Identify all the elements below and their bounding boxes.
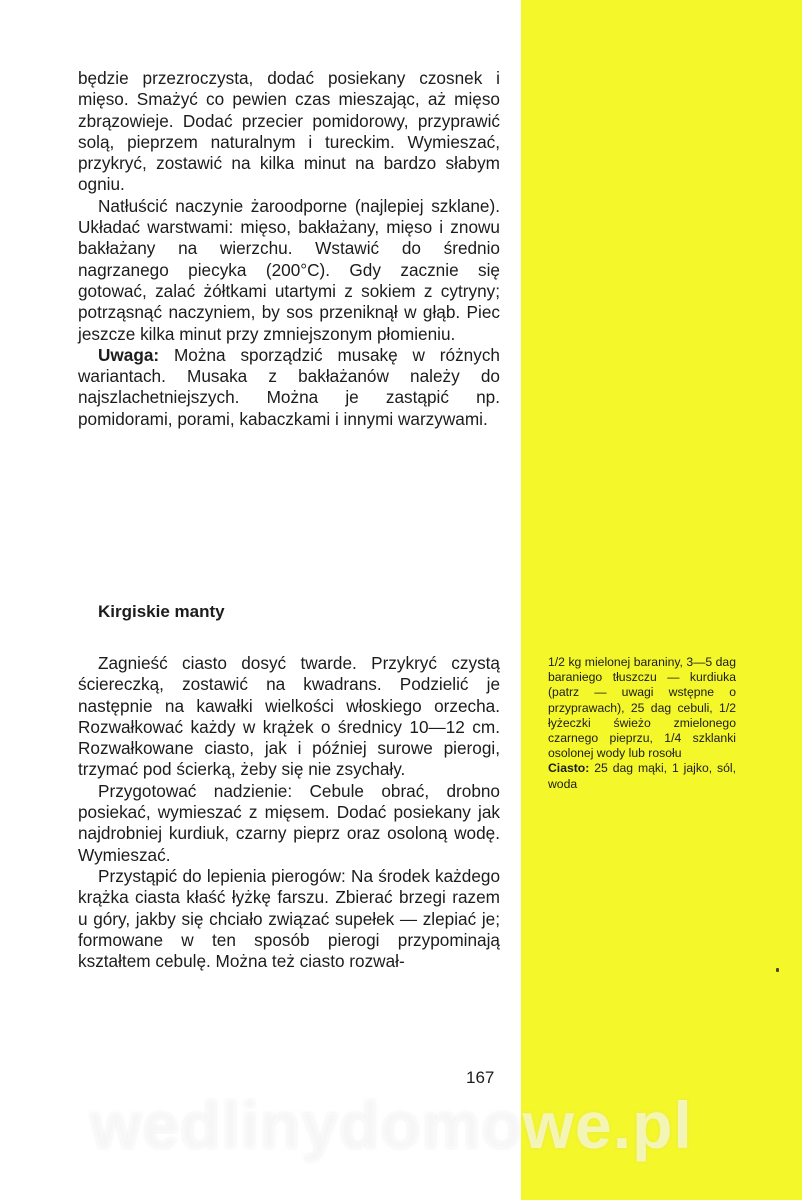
ingredients-text: 1/2 kg mielonej baraniny, 3—5 dag baraniego tłuszczu — kurdiuka (patrz — uwagi wstępne o przyprawach), 25 dag cebuli, 1/2 łyżeczki świeżo zmielonego czarnego pieprzu, 1/4 szklanki osolonej wody lub rosołu	[548, 655, 736, 761]
intro-paragraph-1: będzie przezroczysta, dodać posiekany czosnek i mięso. Smażyć co pewien czas mieszając, aż mięso zbrązowieje. Dodać przecier pomidorowy, przyprawić solą, pieprzem naturalnym i tureckim. Wymieszać, przykryć, zostawić na kilka minut na bardzo słabym ogniu.	[78, 68, 500, 195]
recipe-paragraph-3: Przystąpić do lepienia pierogów: Na środek każdego krążka ciasta kłaść łyżkę farszu. Zbierać brzegi razem u góry, jakby się chciało związać supełek — zlepiać je; formowane w ten sposób pierogi przypominają kształtem cebulę. Można też ciasto rozwał-	[78, 865, 500, 972]
ingredients-box	[548, 655, 736, 792]
note-paragraph	[78, 345, 500, 430]
scan-speck	[776, 968, 779, 972]
dough-label: Ciasto:	[548, 761, 590, 776]
intro-paragraph-2: Natłuścić naczynie żaroodporne (najlepiej szklane). Układać warstwami: mięso, bakłażany, mięso i znowu bakłażany na wierzchu. Wstawić do średnio nagrzanego piecyka (200°C). Gdy zacznie się gotować, zalać żółtkami utartymi z sokiem z cytryny; potrząsnąć naczyniem, by sos przeniknął w głąb. Piec jeszcze kilka minut przy zmniejszonym płomieniu.	[78, 195, 500, 344]
recipe-title: Kirgiskie manty	[98, 602, 225, 621]
recipe-paragraph-1: Zagnieść ciasto dosyć twarde. Przykryć czystą ściereczką, zostawić na kwadrans. Podzielić je następnie na kawałki wielkości włoskiego orzecha. Rozwałkować każdy w krążek o średnicy 10—12 cm. Rozwałkowane ciasto, jak i później surowe pierogi, trzymać pod ścierką, żeby się nie zsychały.	[78, 653, 500, 780]
note-label: Uwaga:	[98, 344, 160, 365]
recipe-paragraph-2: Przygotować nadzienie: Cebule obrać, drobno posiekać, wymieszać z mięsem. Dodać posiekany jak najdrobniej kurdiuk, czarny pieprz oraz osoloną wodę. Wymieszać.	[78, 780, 500, 865]
note-text: Można sporządzić musakę w różnych wariantach. Musaka z bakłażanów należy do najszlachetniejszych. Można je zastąpić np. pomidorami, porami, kabaczkami i innymi warzywami.	[78, 344, 500, 429]
page-number: 167	[466, 1068, 495, 1087]
yellow-sidebar-band	[521, 0, 802, 1200]
intro-text-column	[78, 68, 500, 430]
watermark: wedlinydomowe.pl	[90, 1088, 693, 1162]
dough-text: 25 dag mąki, 1 jajko, sól, woda	[548, 761, 736, 791]
recipe-text-column	[78, 653, 500, 972]
